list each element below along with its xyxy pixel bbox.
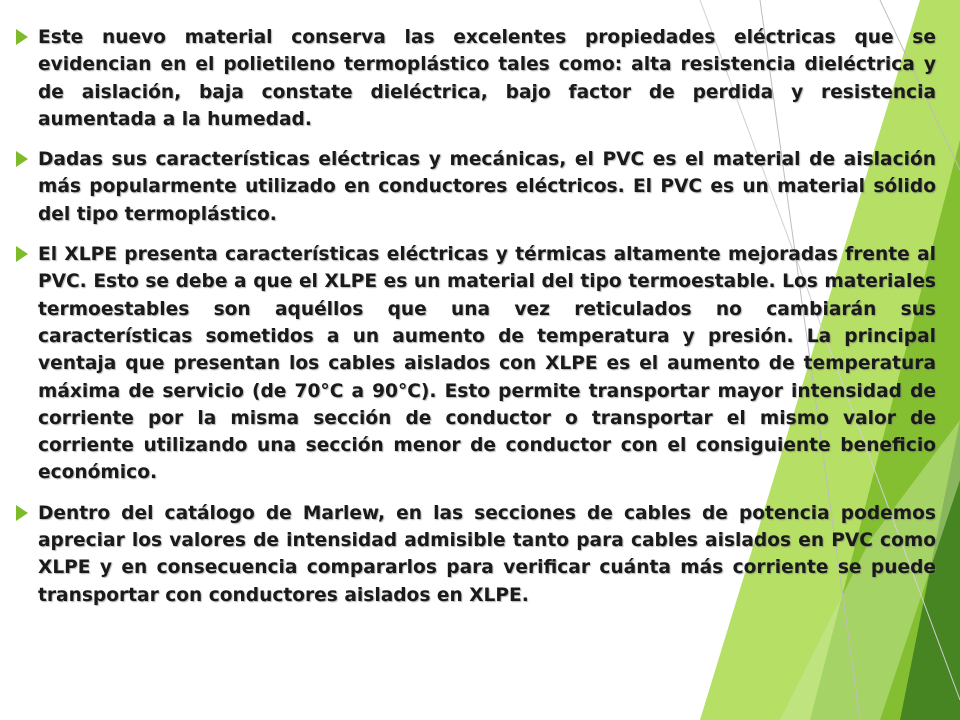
arrow-bullet-icon (16, 29, 28, 45)
bullet-item-4 (12, 500, 936, 609)
arrow-bullet-icon (16, 151, 28, 167)
arrow-bullet-icon (16, 505, 28, 521)
paragraph-xlpe: El XLPE presenta características eléctricas y térmicas altamente mejoradas frente al PVC. Esto se debe a que el XLPE es un material del tipo termoestable. Los materiales termoestables son aquéllos que una vez reticulados no cambiarán sus características sometidos a un aumento de temperatura y presión. La principal ventaja que presentan los cables aislados con XLPE es el aumento de temperatura máxima de servicio (de 70°C a 90°C). Esto permite transportar mayor intensidad de corriente por la misma sección de conductor o transportar el mismo valor de corriente utilizando una sección menor de conductor con el consiguiente beneficio económico. (38, 244, 936, 484)
paragraph-marlew-catalog: Dentro del catálogo de Marlew, en las secciones de cables de potencia podemos apreciar los valores de intensidad admisible tanto para cables aislados en PVC como XLPE y en consecuencia compararlos para verificar cuánta más corriente se puede transportar con conductores aislados en XLPE. (38, 502, 936, 606)
paragraph-pvc: Dadas sus características eléctricas y mecánicas, el PVC es el material de aislación más popularmente utilizado en conductores eléctricos. El PVC es un material sólido del tipo termoplástico. (38, 149, 936, 225)
arrow-bullet-icon (16, 246, 28, 262)
bullet-item-2 (12, 146, 936, 228)
bullet-item-3 (12, 241, 936, 487)
bullet-item-1 (12, 24, 936, 133)
paragraph-polyethylene-properties: Este nuevo material conserva las excelentes propiedades eléctricas que se evidencian en el polietileno termoplástico tales como: alta resistencia dieléctrica y de aislación, baja constate dieléctrica, bajo factor de perdida y resistencia aumentada a la humedad. (38, 27, 936, 130)
bullet-list (12, 24, 936, 622)
